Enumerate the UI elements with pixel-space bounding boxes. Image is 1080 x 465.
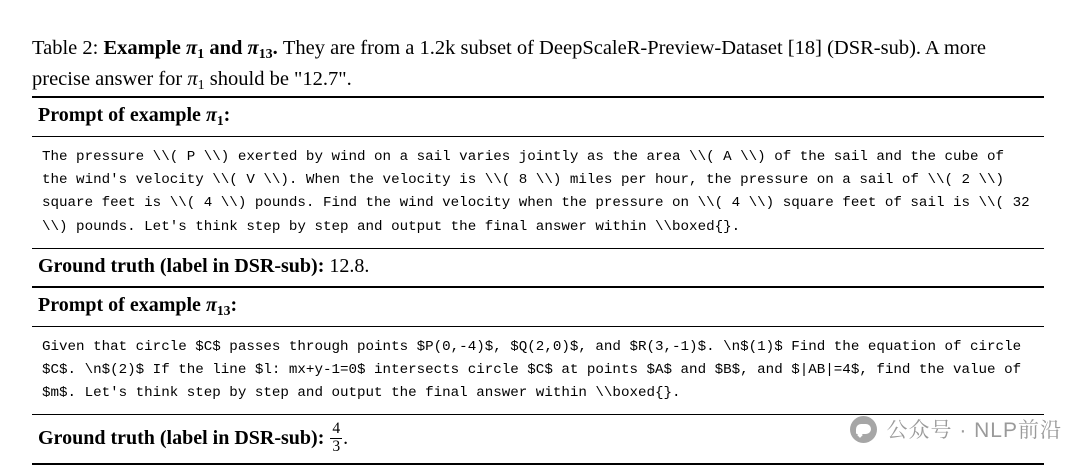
caption-body-2: should be "12.7". <box>204 67 352 90</box>
prompt-header-colon-1: : <box>223 104 231 127</box>
pi-subscript-13: 13 <box>258 46 273 62</box>
table-caption <box>32 34 1048 95</box>
table-row <box>32 98 1044 136</box>
caption-prefix: Table 2: <box>32 37 99 59</box>
caption-body-1: They are from a 1.2k subset of DeepScaleR-Preview-Dataset [18] (DSR-sub). A more precise answer for <box>32 37 986 90</box>
table-row <box>32 288 1044 326</box>
pi-subscript-1-inline: 1 <box>197 77 205 93</box>
fraction-denominator: 3 <box>332 437 341 455</box>
examples-table <box>32 96 1044 465</box>
pi-symbol-1-inline: π <box>187 67 198 90</box>
ground-truth-fraction-13 <box>330 421 342 455</box>
fraction-numerator: 4 <box>332 420 341 438</box>
prompt-body-1: The pressure \\( P \\) exerted by wind on a sail varies jointly as the area \\( A \\) of the sail and the cube of the wind's velocity \\( V \\). When the velocity is \\( 8 \\) miles per hour, the pressure on a sail of \\( 2 \\) square feet is \\( 4 \\) pounds. Find the wind velocity when the pressure on \\( 4 \\) square feet of sail is \\( 32 \\) pounds. Let's think step by step and output the final answer within \\boxed{}. <box>42 149 1030 235</box>
prompt-header-sub-13: 13 <box>216 302 231 318</box>
wechat-logo-icon <box>850 416 877 443</box>
prompt-header-pi-13: π <box>205 293 217 316</box>
watermark <box>850 414 1062 444</box>
ground-truth-value-1: 12.8. <box>329 254 370 277</box>
caption-bold-title: Example $\pi_1$ and $\pi_{13}$. <box>103 37 278 62</box>
prompt-header-colon-13: : <box>230 293 238 316</box>
prompt-header-sub-1: 1 <box>216 112 224 128</box>
ground-truth-label-1: Ground truth (label in DSR-sub): <box>38 254 325 277</box>
prompt-header-label-1: Prompt of example <box>38 104 206 127</box>
ground-truth-label-13: Ground truth (label in DSR-sub): <box>38 427 325 450</box>
prompt-header-label-13: Prompt of example <box>38 293 206 316</box>
prompt-header-pi-1: π <box>205 104 217 127</box>
prompt-body-13: Given that circle $C$ passes through points $P(0,-4)$, $Q(2,0)$, and $R(3,-1)$. \n$(1)$ Find the equation of circle $C$. \n$(2)$ If the line $l: mx+y-1=0$ intersects circle $C$ at points $A$ and $B$, and $|AB|=4$, find the value of $m$. Let's think step by step and output the final answer within \\boxed{}. <box>42 338 1022 402</box>
ground-truth-suffix-13: . <box>343 427 349 450</box>
table-row <box>32 249 1044 286</box>
pi-subscript-1: 1 <box>197 46 205 62</box>
pi-symbol-1: π <box>186 37 198 59</box>
pi-symbol-13: π <box>247 37 259 59</box>
watermark-text: 公众号 · NLP前沿 <box>886 419 1062 442</box>
